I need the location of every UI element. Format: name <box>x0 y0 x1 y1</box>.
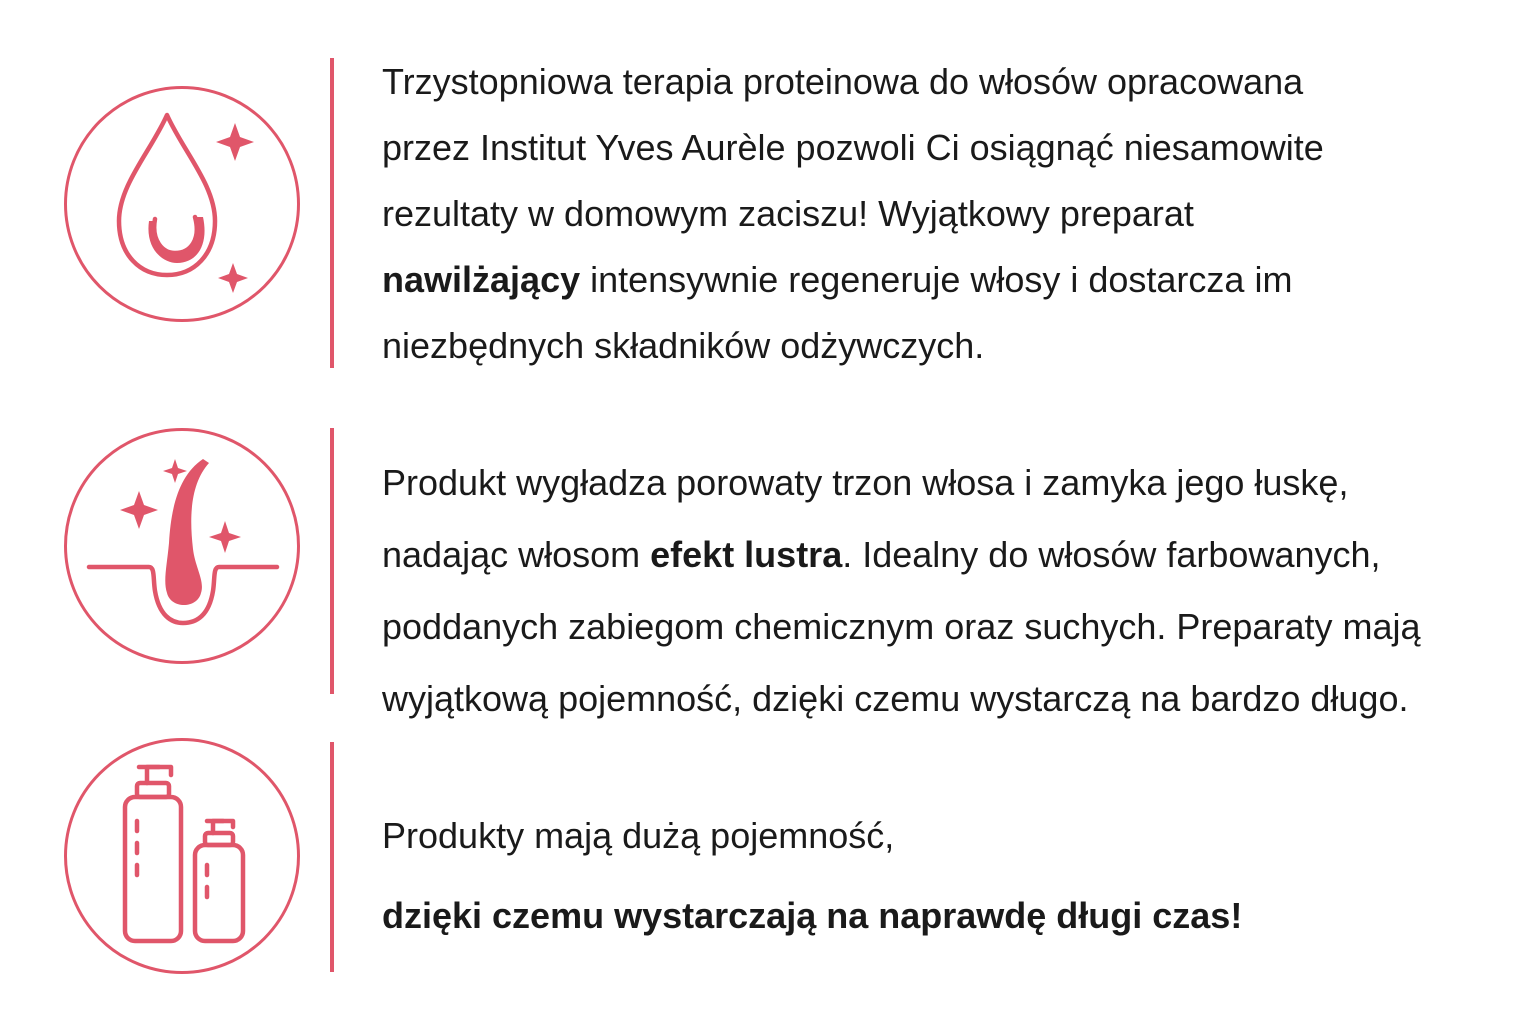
text-line <box>382 591 1492 663</box>
text-segment: Produkty mają dużą pojemność, <box>382 815 895 856</box>
text-segment: przez Institut Yves Aurèle pozwoli Ci osiągnąć niesamowite <box>382 127 1324 168</box>
feature-text-smoothing <box>382 447 1492 735</box>
pump-bottles-icon <box>64 738 300 974</box>
text-segment: nadając włosom <box>382 534 651 575</box>
text-line <box>382 49 1492 115</box>
text-segment: . Idealny do włosów farbowanych, <box>842 534 1381 575</box>
text-segment: Trzystopniowa terapia proteinowa do włosów opracowana <box>382 61 1304 102</box>
text-segment: niezbędnych składników odżywczych. <box>382 325 985 366</box>
hair-follicle-icon <box>64 428 300 664</box>
text-line <box>382 663 1492 735</box>
text-line <box>382 519 1492 591</box>
text-segment: wyjątkową pojemność, dzięki czemu wystarczą na bardzo długo. <box>382 678 1409 719</box>
text-line <box>382 447 1492 519</box>
text-segment: rezultaty w domowym zaciszu! Wyjątkowy preparat <box>382 193 1194 234</box>
feature-text-moisture <box>382 49 1492 379</box>
text-line <box>382 115 1492 181</box>
text-segment: poddanych zabiegom chemicznym oraz suchych. Preparaty mają <box>382 606 1421 647</box>
text-line <box>382 181 1492 247</box>
feature-text-capacity <box>382 796 1492 956</box>
bold-text: dzięki czemu wystarczają na naprawdę długi czas! <box>382 895 1243 936</box>
divider-line <box>330 58 334 368</box>
text-line <box>382 876 1492 956</box>
text-segment: intensywnie regeneruje włosy i dostarcza im <box>580 259 1293 300</box>
text-line <box>382 796 1492 876</box>
text-line <box>382 313 1492 379</box>
divider-line <box>330 428 334 694</box>
bold-text: efekt lustra <box>650 534 843 575</box>
bold-text: nawilżający <box>382 259 581 300</box>
water-drop-icon <box>64 86 300 322</box>
text-line <box>382 247 1492 313</box>
divider-line <box>330 742 334 972</box>
text-segment: Produkt wygładza porowaty trzon włosa i zamyka jego łuskę, <box>382 462 1349 503</box>
